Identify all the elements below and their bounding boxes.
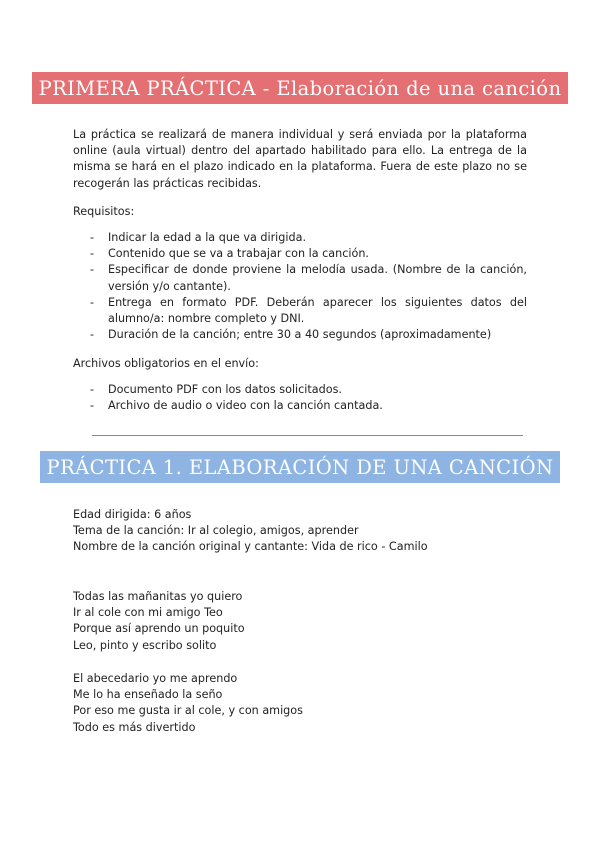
lyrics-verse-2 [73,671,303,736]
section-1-heading [0,72,600,104]
section-2-heading [0,451,600,483]
lyric-line: Todo es más divertido [73,720,196,734]
list-item [73,327,527,343]
list-item [73,230,527,246]
files-label: Archivos obligatorios en el envío: [73,357,259,370]
section-divider [92,435,523,436]
list-item [73,246,527,262]
list-item [73,295,527,327]
target-age: Edad dirigida: 6 años [73,508,192,521]
dash-bullet: - [90,328,95,342]
files-list [73,382,527,414]
lyric-line: Porque así aprendo un poquito [73,622,245,636]
list-item-text: Contenido que se va a trabajar con la canción. [108,247,369,261]
lyric-line: Todas las mañanitas yo quiero [73,590,243,603]
requirements-list [73,230,527,343]
lyric-line: El abecedario yo me aprendo [73,672,238,685]
list-item-text: Documento PDF con los datos solicitados. [108,383,342,396]
lyric-line: Ir al cole con mi amigo Teo [73,606,223,620]
list-item [73,382,527,398]
section-2-title: PRÁCTICA 1. ELABORACIÓN DE UNA CANCIÓN [40,451,561,483]
list-item [73,398,527,414]
list-item-text: Duración de la canción; entre 30 a 40 segundos (aproximadamente) [108,328,492,342]
list-item-text: Entrega en formato PDF. Deberán aparecer los siguientes datos del alumno/a: nombre completo y DNI. [108,295,527,326]
requirements-label: Requisitos: [73,205,135,218]
list-item-text: Especificar de donde proviene la melodía usada. (Nombre de la canción, versión y/o cantante). [108,263,527,293]
dash-bullet: - [90,295,95,309]
dash-bullet: - [90,263,95,277]
section-1-title: PRIMERA PRÁCTICA - Elaboración de una canción [32,72,569,104]
list-item-text: Indicar la edad a la que va dirigida. [108,231,307,244]
list-item-text: Archivo de audio o video con la canción cantada. [108,399,383,413]
song-details [73,507,428,556]
intro-paragraph: La práctica se realizará de manera individual y será enviada por la plataforma online (aula virtual) dentro del apartado habilitado para ello. La entrega de la misma se hará en el plazo indicado en la plataforma. Fuera de este plazo no se recogerán las prácticas recibidas. [73,128,527,190]
dash-bullet: - [90,231,95,244]
dash-bullet: - [90,399,95,413]
lyrics-verse-1 [73,589,245,654]
list-item [73,262,527,294]
dash-bullet: - [90,247,95,261]
lyric-line: Me lo ha enseñado la seño [73,688,223,702]
original-song: Nombre de la canción original y cantante: Vida de rico - Camilo [73,540,428,554]
dash-bullet: - [90,383,95,396]
song-topic: Tema de la canción: Ir al colegio, amigos, aprender [73,524,359,538]
lyric-line: Leo, pinto y escribo solito [73,638,217,652]
lyric-line: Por eso me gusta ir al cole, y con amigos [73,704,303,718]
